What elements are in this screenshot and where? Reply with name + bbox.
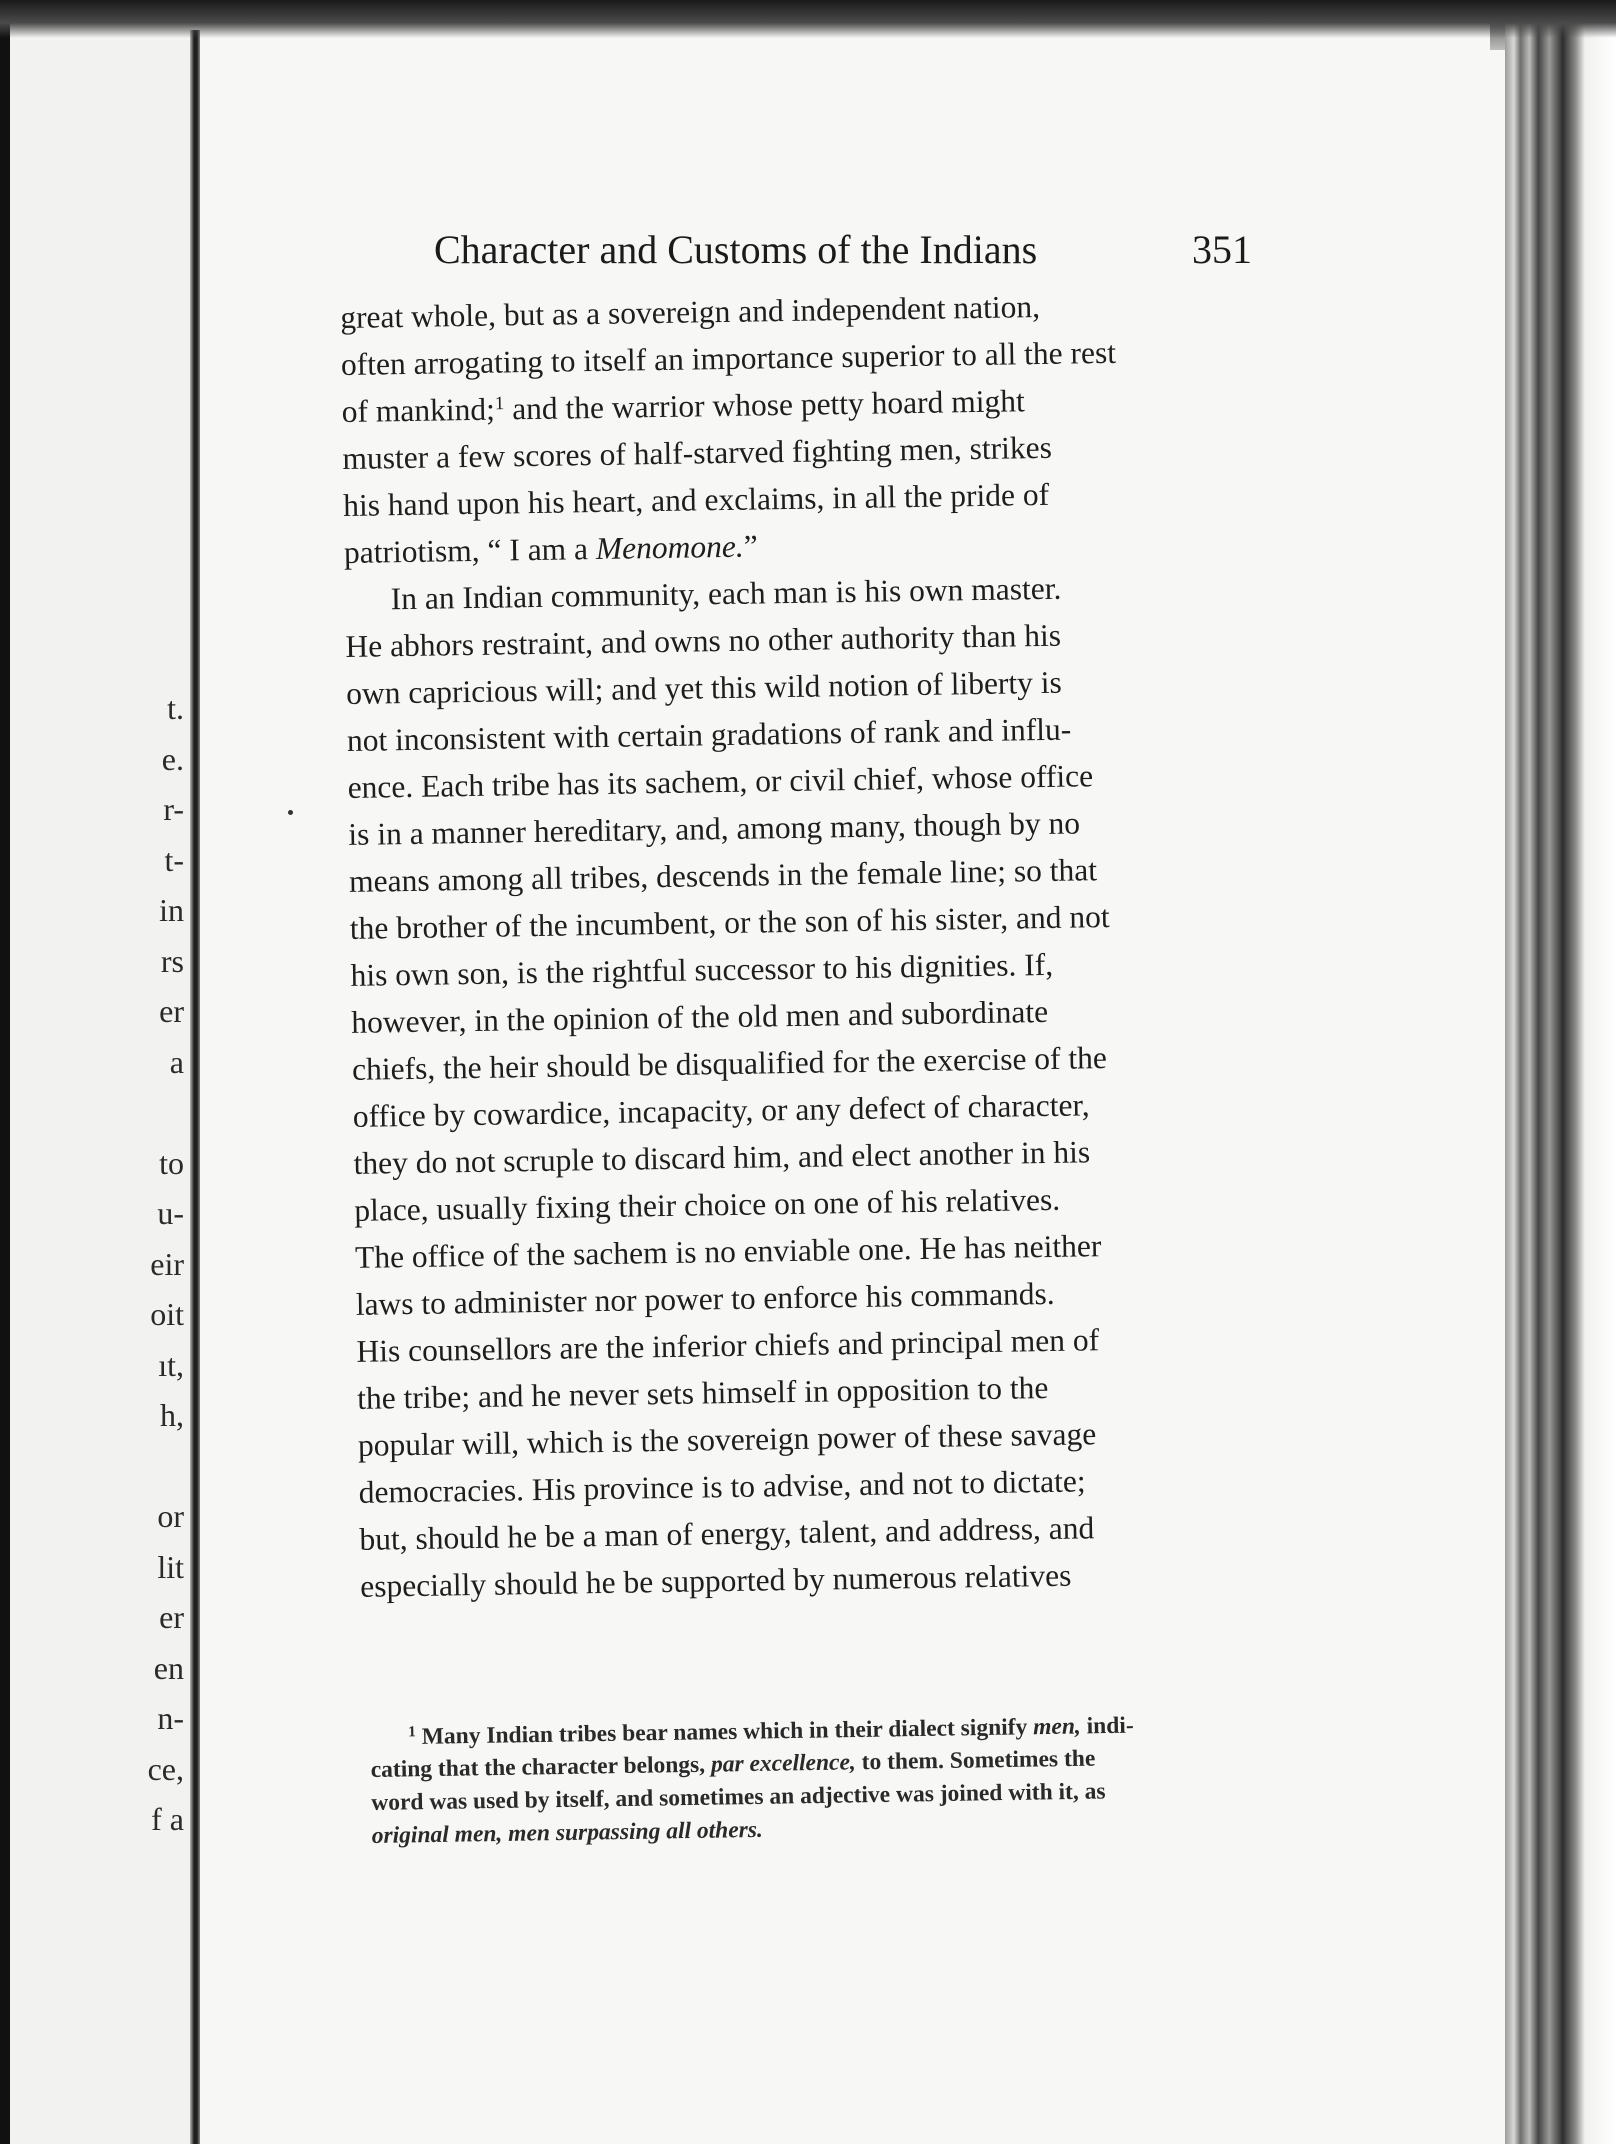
previous-page-fragment: or	[157, 1498, 184, 1534]
previous-page-fragment: eir	[150, 1245, 184, 1282]
running-head	[434, 226, 1314, 286]
italic-word: men,	[1032, 1713, 1081, 1741]
italic-word: Menomone.	[595, 528, 744, 567]
previous-page-text	[0, 690, 190, 2144]
text-span: indi-	[1080, 1712, 1134, 1740]
text-line: The office of the sachem is no enviable one. He has neither	[354, 1228, 1102, 1275]
italic-phrase: original men, men surpassing all others.	[371, 1816, 764, 1849]
text-line: especially should he be supported by numerous relatives	[359, 1557, 1072, 1604]
text-line: ence. Each tribe has its sachem, or civil chief, whose office	[347, 758, 1094, 805]
text-span: cating that the character belongs,	[370, 1751, 712, 1783]
previous-page-fragment: en	[153, 1649, 184, 1686]
text-line: often arrogating to itself an importance superior to all the rest	[340, 334, 1117, 382]
scan-top-edge	[0, 0, 1616, 38]
previous-page-fragment: oit	[150, 1296, 184, 1332]
previous-page-fragment: in	[159, 892, 184, 928]
text-line: muster a few scores of half-starved fighting men, strikes	[342, 429, 1053, 476]
text-line: great whole, but as a sovereign and independent nation,	[340, 289, 1041, 335]
text-line: but, should he be a man of energy, talent, and address, and	[359, 1510, 1095, 1557]
previous-page-fragment: ıt,	[158, 1346, 184, 1383]
text-line: popular will, which is the sovereign power of these savage	[357, 1416, 1097, 1463]
text-line: the brother of the incumbent, or the son of his sister, and not	[349, 898, 1110, 946]
text-line: own capricious will; and yet this wild notion of liberty is	[345, 664, 1063, 711]
text-line: they do not scruple to discard him, and elect another in his	[353, 1134, 1091, 1181]
running-head-title: Character and Customs of the Indians	[434, 227, 1038, 272]
page-edge-stack	[1505, 0, 1616, 2144]
text-span: to them. Sometimes the	[855, 1745, 1096, 1776]
footnote-reference: 1	[494, 393, 505, 415]
text-line	[344, 528, 758, 570]
previous-page-fragment: er	[159, 1599, 184, 1635]
scan-left-edge	[0, 0, 10, 2144]
text-line: not inconsistent with certain gradations of rank and influ-	[346, 711, 1072, 758]
previous-page-fragment: a	[169, 1043, 184, 1080]
previous-page-fragment: e.	[161, 740, 184, 777]
previous-page-fragment: u-	[157, 1195, 184, 1231]
text-line: chiefs, the heir should be disqualified for the exercise of the	[351, 1040, 1108, 1087]
text-line: his own son, is the rightful successor to his dignities. If,	[350, 946, 1054, 993]
previous-page-fragment: ce,	[147, 1750, 184, 1787]
text-span: patriotism, “ I am a	[343, 531, 597, 570]
text-line: the tribe; and he never sets himself in opposition to the	[356, 1370, 1049, 1416]
text-line: He abhors restraint, and owns no other authority than his	[345, 617, 1062, 664]
previous-page-fragment: n-	[157, 1700, 184, 1736]
text-span: Many Indian tribes bear names which in their dialect signify	[421, 1714, 1034, 1750]
previous-page-fragment: h,	[160, 1397, 184, 1433]
paragraph-start: In an Indian community, each man is his own master.	[390, 570, 1062, 617]
text-line: however, in the opinion of the old men and subordinate	[351, 993, 1049, 1040]
text-line: office by cowardice, incapacity, or any defect of character,	[352, 1087, 1090, 1134]
previous-page-fragment: t.	[167, 690, 184, 726]
book-gutter	[190, 30, 200, 2144]
footnote-marker: 1	[407, 1723, 416, 1741]
text-line: place, usually fixing their choice on one of his relatives.	[354, 1181, 1061, 1228]
text-line: his hand upon his heart, and exclaims, in all the pride of	[342, 476, 1050, 523]
previous-page-fragment: t-	[164, 841, 184, 878]
footnote-line: word was used by itself, and sometimes an adjective was joined with it, as	[371, 1778, 1106, 1816]
previous-page-fragment: er	[159, 993, 184, 1029]
text-line: His counsellors are the inferior chiefs and principal men of	[356, 1322, 1100, 1369]
text-line: laws to administer nor power to enforce his commands.	[355, 1275, 1055, 1322]
text-line: means among all tribes, descends in the female line; so that	[348, 852, 1098, 899]
previous-page-fragment: lit	[157, 1548, 184, 1585]
previous-page-fragment: rs	[160, 942, 184, 979]
text-span: of mankind;	[341, 391, 496, 429]
page-number: 351	[1192, 227, 1252, 272]
previous-page-fragment: f a	[151, 1801, 184, 1837]
text-line: democracies. His province is to advise, and not to dictate;	[358, 1463, 1086, 1510]
text-line: is in a manner hereditary, and, among many, though by no	[348, 805, 1081, 852]
previous-page-fragment: r-	[163, 791, 184, 827]
previous-page-fragment: to	[159, 1144, 184, 1181]
page-speck	[288, 810, 293, 815]
italic-word: par excellence,	[710, 1749, 857, 1778]
text-span: ”	[743, 528, 758, 564]
text-span: and the warrior whose petty hoard might	[504, 383, 1026, 427]
